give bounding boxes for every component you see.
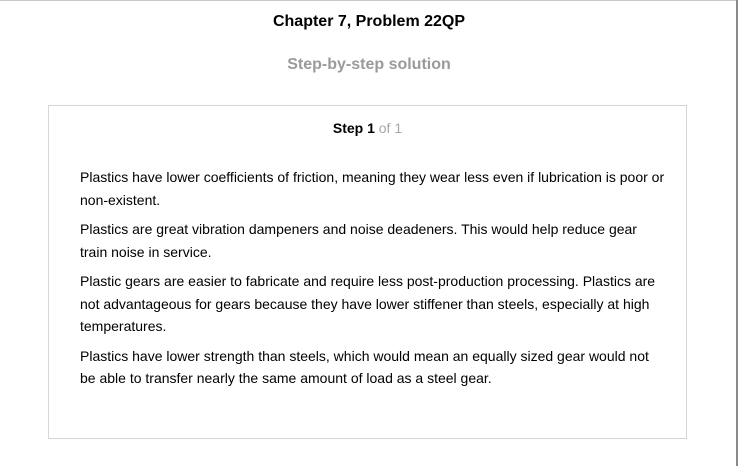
solution-paragraph: Plastics have lower coefficients of friction, meaning they wear less even if lubrication is poor or non-existent. xyxy=(80,169,665,208)
solution-subtitle: Step-by-step solution xyxy=(287,56,451,73)
solution-paragraph: Plastic gears are easier to fabricate and require less post-production processing. Plastics are not advantageous for gears because they have lower stiffener than steels, especially at high temperatures. xyxy=(80,273,656,334)
step-content xyxy=(80,166,665,397)
step-header xyxy=(49,119,686,137)
step-label: Step 1 xyxy=(332,120,375,136)
window-top-border xyxy=(0,0,738,1)
step-total: of 1 xyxy=(378,120,403,136)
solution-paragraph: Plastics have lower strength than steels, which would mean an equally sized gear would not be able to transfer nearly the same amount of load as a steel gear. xyxy=(80,347,649,386)
solution-paragraph: Plastics are great vibration dampeners and noise deadeners. This would help reduce gear train noise in service. xyxy=(80,221,637,260)
solution-step-card xyxy=(48,105,687,439)
page-title: Chapter 7, Problem 22QP xyxy=(272,13,466,30)
